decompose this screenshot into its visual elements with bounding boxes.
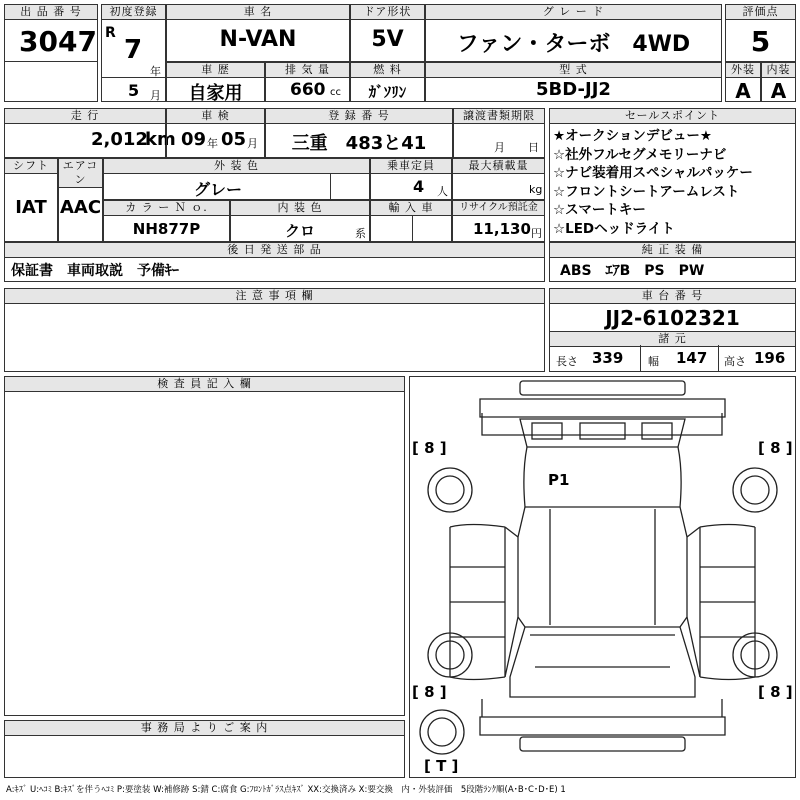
recycle-unit: 円 xyxy=(531,227,542,240)
sales-point-item: ☆スマートキー xyxy=(553,202,646,218)
inspection-month: 05 xyxy=(221,129,247,150)
later-parts: 保証書 車両取説 予備ｷｰ xyxy=(11,263,179,279)
int-color-box xyxy=(230,200,370,242)
exterior-grade: A xyxy=(735,79,751,103)
era: R xyxy=(105,25,116,41)
office-box xyxy=(4,720,405,778)
color-no-label: カ ラ ー Ｎ ｏ. xyxy=(104,201,229,216)
color-no: NH877P xyxy=(132,220,201,238)
height: 196 xyxy=(754,349,786,367)
spare-tire: [ T ] xyxy=(424,757,459,775)
fuel-label: 燃 料 xyxy=(351,63,424,78)
grade-label: グ レ ー ド xyxy=(426,5,721,20)
plate-label: 登 録 番 号 xyxy=(266,109,452,124)
first-reg-label: 初度登録 xyxy=(102,5,165,20)
damage-mark: P1 xyxy=(548,471,570,489)
capacity-unit: 人 xyxy=(437,185,448,198)
grade: ファン・ターボ 4WD xyxy=(456,32,691,57)
recycle-label: リサイクル預託金 xyxy=(453,201,544,216)
int-color-unit: 系 xyxy=(355,227,366,240)
int-color: クロ xyxy=(284,222,315,240)
tire-rear-left: [ 8 ] xyxy=(412,683,447,701)
chassis-box xyxy=(549,288,796,372)
sales-points-list xyxy=(553,127,753,238)
displacement-box xyxy=(265,62,350,102)
specs-label: 諸 元 xyxy=(550,331,795,347)
interior-grade: A xyxy=(770,79,787,103)
car-outline xyxy=(410,377,795,777)
inspection-month-unit: 月 xyxy=(247,137,258,150)
plate-number: 三重 483と41 xyxy=(291,133,427,154)
max-load-box xyxy=(452,158,545,200)
inspector-box xyxy=(4,376,405,716)
interior-grade-label: 内装 xyxy=(762,63,795,78)
grade-box xyxy=(425,4,722,62)
mileage: 2,012 xyxy=(91,129,148,150)
ext-color-box xyxy=(103,158,370,200)
lot-box xyxy=(4,4,98,102)
chassis-number: JJ2-6102321 xyxy=(605,306,740,330)
reg-month: 5 xyxy=(128,81,140,100)
sales-point-item: ★オークションデビュー★ xyxy=(553,128,712,144)
tire-front-left: [ 8 ] xyxy=(412,439,447,457)
car-name-box xyxy=(166,4,350,62)
capacity-label: 乗車定員 xyxy=(371,159,451,174)
exterior-grade-box xyxy=(725,62,761,102)
sales-point-item: ☆LEDヘッドライト xyxy=(553,220,675,237)
score: 5 xyxy=(750,25,771,58)
mileage-box xyxy=(4,108,176,158)
door-box xyxy=(350,4,425,62)
transfer-box xyxy=(453,108,545,158)
notes-label: 注 意 事 項 欄 xyxy=(5,289,544,304)
capacity-box xyxy=(370,158,452,200)
displacement-unit: cc xyxy=(330,87,341,98)
recycle-box xyxy=(452,200,545,242)
genuine-equipment-box xyxy=(549,242,796,282)
model-code-label: 型 式 xyxy=(426,63,721,78)
sales-point-item: ☆社外フルセグメモリーナビ xyxy=(553,146,727,163)
score-label: 評価点 xyxy=(726,5,795,20)
exterior-grade-label: 外装 xyxy=(726,63,760,78)
int-color-label: 内 装 色 xyxy=(231,201,369,216)
shift: IAT xyxy=(15,197,47,218)
ext-color: グレー xyxy=(194,180,243,199)
fuel: ｶﾞｿﾘﾝ xyxy=(368,83,407,101)
inspection-year-unit: 年 xyxy=(207,137,218,150)
genuine-equipment-label: 純 正 装 備 xyxy=(550,243,795,258)
displacement: 660 xyxy=(290,80,326,100)
sales-points-box xyxy=(549,108,796,242)
width: 147 xyxy=(676,349,708,367)
transfer-day-unit: 日 xyxy=(528,141,539,154)
later-parts-label: 後 日 発 送 部 品 xyxy=(5,243,544,258)
tire-rear-right: [ 8 ] xyxy=(758,683,793,701)
plate-box xyxy=(265,108,453,158)
legend: A:ｷｽﾞ U:ﾍｺﾐ B:ｷｽﾞを伴うﾍｺﾐ P:要塗装 W:補修跡 S:錆 C:腐食 G:ﾌﾛﾝﾄｶﾞﾗｽ点ｷｽﾞ XX:交換済み X:要交換 内・外装評価 5段階ﾗﾝｸ順(A･B･C･D･E) 1 xyxy=(6,785,566,795)
length: 339 xyxy=(592,349,624,367)
transfer-label: 譲渡書類期限 xyxy=(454,109,544,124)
interior-grade-box xyxy=(761,62,796,102)
fuel-box xyxy=(350,62,425,102)
max-load-label: 最大積載量 xyxy=(453,159,544,174)
door-label: ドア形状 xyxy=(351,5,424,20)
sales-points-label: セールスポイント xyxy=(550,109,795,124)
notes-box xyxy=(4,288,545,372)
score-box xyxy=(725,4,796,62)
shift-box xyxy=(4,158,58,242)
import-box xyxy=(370,200,452,242)
transfer-month-unit: 月 xyxy=(494,141,505,154)
lot-number: 3047 xyxy=(19,25,97,58)
sales-point-item: ☆フロントシートアームレスト xyxy=(553,183,740,200)
car-name: N-VAN xyxy=(219,27,297,52)
aircon-label: エアコン xyxy=(59,159,102,188)
capacity: 4 xyxy=(413,177,425,196)
aircon: AAC xyxy=(59,197,102,218)
displacement-label: 排 気 量 xyxy=(266,63,349,78)
tire-front-right: [ 8 ] xyxy=(758,439,793,457)
inspection-year: 09 xyxy=(181,129,207,150)
color-no-box xyxy=(103,200,230,242)
ext-color-label: 外 装 色 xyxy=(104,159,369,174)
recycle-fee: 11,130 xyxy=(473,220,531,238)
office-label: 事 務 局 よ り ご 案 内 xyxy=(5,721,404,736)
vehicle-diagram xyxy=(409,376,796,778)
shift-label: シフト xyxy=(5,159,57,174)
aircon-box xyxy=(58,158,103,242)
history-box xyxy=(166,62,265,102)
inspection-label: 車 検 xyxy=(167,109,264,124)
model-code-box xyxy=(425,62,722,102)
history: 自家用 xyxy=(188,83,243,104)
mileage-unit: km xyxy=(145,129,176,150)
later-parts-box xyxy=(4,242,545,282)
first-reg-box xyxy=(101,4,166,102)
width-label: 幅 xyxy=(648,355,659,368)
mileage-label: 走 行 xyxy=(5,109,165,124)
inspector-label: 検 査 員 記 入 欄 xyxy=(5,377,404,392)
sales-point-item: ☆ナビ装着用スペシャルパッケー xyxy=(553,165,753,181)
car-name-label: 車 名 xyxy=(167,5,349,20)
genuine-equipment: ABS ｴｱB PS PW xyxy=(560,263,705,279)
history-label: 車 歴 xyxy=(167,63,264,78)
height-label: 高さ xyxy=(724,355,746,368)
door-type: 5V xyxy=(371,27,404,52)
month-unit: 月 xyxy=(150,89,161,102)
year-unit: 年 xyxy=(150,65,161,78)
reg-year: 7 xyxy=(124,35,143,65)
lot-label: 出 品 番 号 xyxy=(5,5,97,20)
import-label: 輸 入 車 xyxy=(371,201,451,216)
model-code: 5BD-JJ2 xyxy=(536,79,611,100)
length-label: 長さ xyxy=(556,355,578,368)
chassis-label: 車 台 番 号 xyxy=(550,289,795,304)
inspection-box xyxy=(166,108,265,158)
max-load-unit: kg xyxy=(529,183,543,196)
